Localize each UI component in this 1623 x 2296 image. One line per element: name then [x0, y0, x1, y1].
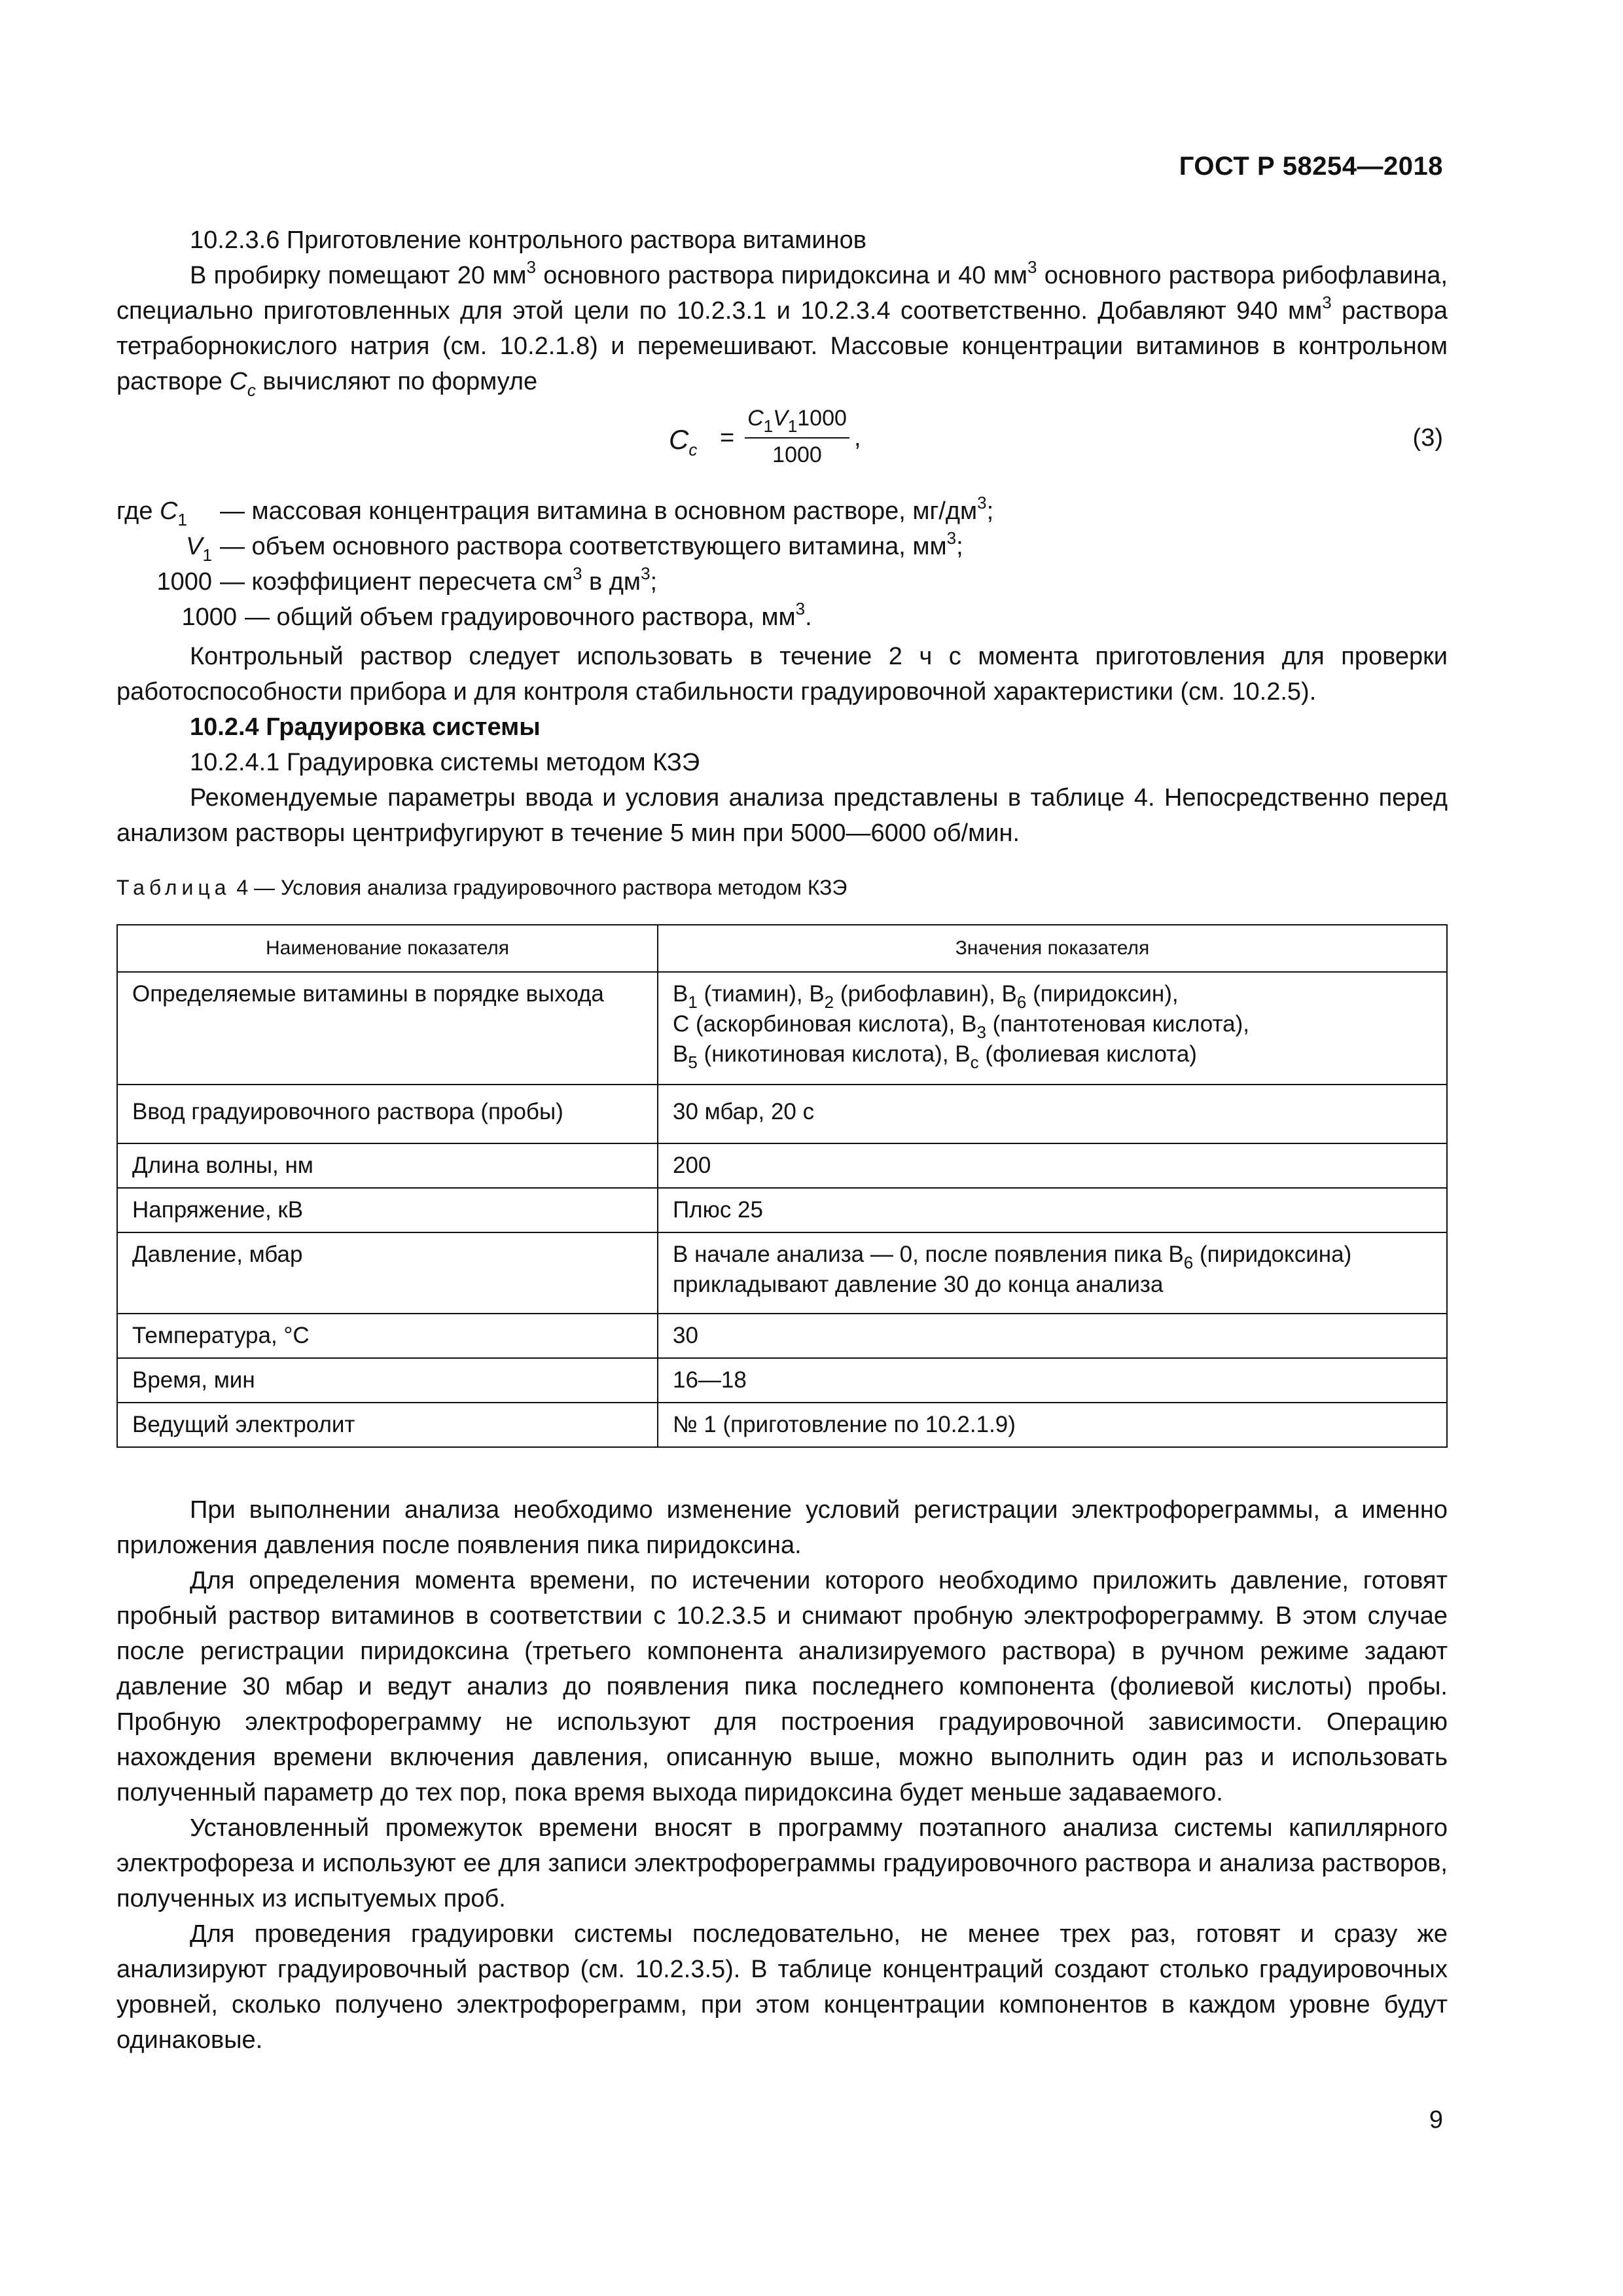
section-title: 10.2.3.6 Приготовление контрольного раствора витаминов — [190, 226, 866, 254]
definition-row: где $C_1$ — массовая концентрация витамина в основном растворе, $мг/дм^3$; — [116, 493, 994, 529]
table-row — [117, 972, 1447, 1085]
formula-denominator: 1000 — [772, 442, 822, 467]
table-cell: 16—18 — [658, 1358, 1447, 1403]
table-row — [117, 1085, 1447, 1143]
table-caption: Таблица 4 — Условия анализа градуировочного раствора методом КЗЭ — [116, 876, 847, 899]
paragraph: Рекомендуемые параметры ввода и условия анализа представлены в таблице 4. Непосредственно перед анализом растворы центрифугируют в течение 5 мин при 5000—6000 об/мин. — [116, 784, 1448, 847]
definition-row: 1000 — коэффициент пересчета $см^3$ в $дм^3$; — [156, 564, 658, 596]
paragraph: При выполнении анализа необходимо изменение условий регистрации электрофореграммы, а именно приложения давления после появления пика пиридоксина. — [116, 1496, 1448, 1559]
equation-number: (3) — [1412, 424, 1443, 452]
paragraph: Для проведения градуировки системы последовательно, не менее трех раз, готовят и сразу же анализируют градуировочный раствор (см. 10.2.3.5). В таблице концентраций создают столько градуировочных уровней, сколько получено электрофореграмм, при этом концентрации компонентов в каждом уровне будут одинаковые. — [116, 1920, 1448, 2054]
table-header-row — [117, 925, 1447, 972]
definition-row: 1000 — общий объем градуировочного раствора, $мм^3$. — [181, 599, 812, 631]
table-cell: Плюс 25 — [658, 1188, 1447, 1232]
formula-3: $C_c$ = $C_1V_11000$ 1000 , — [669, 406, 861, 467]
formula-lhs: $C_c$ — [669, 424, 698, 459]
column-header: Значения показателя — [658, 925, 1447, 972]
document-header: ГОСТ Р 58254—2018 — [1179, 152, 1443, 181]
table-cell: 30 — [658, 1314, 1447, 1358]
table-4 — [116, 924, 1448, 1448]
table-row — [117, 1358, 1447, 1403]
table-cell: Давление, мбар — [117, 1232, 658, 1314]
page-number: 9 — [1429, 2106, 1443, 2134]
section-10-2-3-6 — [116, 223, 1448, 399]
paragraph: В пробирку помещают 20 $мм^3$ основного раствора пиридоксина и 40 $мм^3$ основного раствора рибофлавина, специально приготовленных для этой цели по 10.2.3.1 и 10.2.3.4 соответственно. Добавляют 940 $мм^3$ раствора тетраборнокислого натрия (см. 10.2.1.8) и перемешивают. Массовые концентрации витаминов в контрольном растворе $C_c$ вычисляют по формуле — [116, 257, 1448, 400]
table-cell: Время, мин — [117, 1358, 658, 1403]
table-cell: Ведущий электролит — [117, 1403, 658, 1447]
table-row — [117, 1403, 1447, 1447]
table-cell: $B_1$ (тиамин), $B_2$ (рибофлавин), $B_6$ (пиридоксин), С (аскорбиновая кислота), $B_3$ (пантотеновая кислота), $B_5$ (никотиновая кислота), $B_c$ (фолиевая кислота) — [658, 972, 1447, 1085]
subsection-title: 10.2.4.1 Градуировка системы методом КЗЭ — [190, 749, 700, 776]
table-cell: Напряжение, кВ — [117, 1188, 658, 1232]
definition-row: $V_1$ — объем основного раствора соответствующего витамина, $мм^3$; — [186, 528, 963, 565]
column-header: Наименование показателя — [117, 925, 658, 972]
table-cell: В начале анализа — 0, после появления пика $B_6$ (пиридоксина) прикладывают давление 30 до конца анализа — [658, 1232, 1447, 1314]
table-cell: Определяемые витамины в порядке выхода — [117, 972, 658, 1085]
formula-definitions — [116, 493, 1360, 635]
section-10-2-4 — [116, 639, 1448, 851]
table-row — [117, 1188, 1447, 1232]
formula-equals: = — [720, 424, 735, 452]
paragraph: Установленный промежуток времени вносят в программу поэтапного анализа системы капиллярного электрофореза и используют ее для записи электрофореграммы градуировочного раствора и анализа растворов, полученных из испытуемых проб. — [116, 1814, 1448, 1912]
table-cell: № 1 (приготовление по 10.2.1.9) — [658, 1403, 1447, 1447]
paragraph: Контрольный раствор следует использовать в течение 2 ч с момента приготовления для проверки работоспособности прибора и для контроля стабильности градуировочной характеристики (см. 10.2.5). — [116, 643, 1448, 706]
table-cell: Длина волны, нм — [117, 1143, 658, 1188]
table-cell: 200 — [658, 1143, 1447, 1188]
section-title: 10.2.4 Градуировка системы — [190, 713, 541, 741]
table-cell: Температура, °С — [117, 1314, 658, 1358]
table-row — [117, 1143, 1447, 1188]
paragraph: Для определения момента времени, по истечении которого необходимо приложить давление, готовят пробный раствор витаминов в соответствии с 10.2.3.5 и снимают пробную электрофореграмму. В этом случае после регистрации пиридоксина (третьего компонента анализируемого раствора) в ручном режиме задают давление 30 мбар и ведут анализ до появления пика последнего компонента (фолиевой кислоты) пробы. Пробную электрофореграмму не используют для построения градуировочной зависимости. Операцию нахождения времени включения давления, описанную выше, можно выполнить один раз и использовать полученный параметр до тех пор, пока время выхода пиридоксина будет меньше задаваемого. — [116, 1567, 1448, 1806]
body-after-table — [116, 1492, 1448, 2058]
fraction-bar — [745, 437, 849, 439]
formula-numerator: $C_1V_11000$ — [747, 406, 847, 436]
table-cell: Ввод градуировочного раствора (пробы) — [117, 1085, 658, 1143]
table-row — [117, 1232, 1447, 1314]
table-row — [117, 1314, 1447, 1358]
table-cell: 30 мбар, 20 с — [658, 1085, 1447, 1143]
